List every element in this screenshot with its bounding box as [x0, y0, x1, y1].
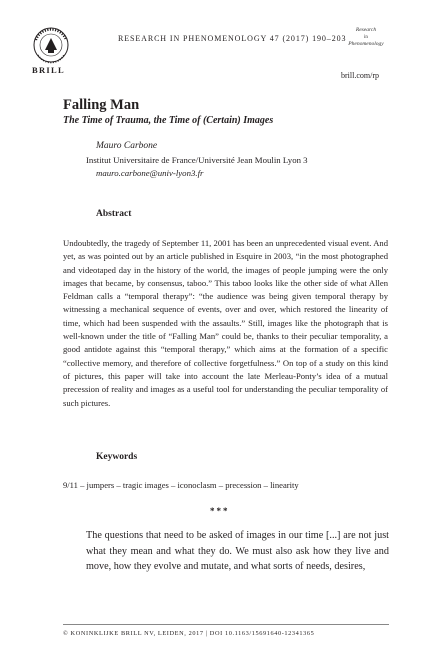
journal-url-link[interactable]: brill.com/rp: [341, 71, 379, 80]
footer-rule: [63, 624, 389, 625]
article-title: Falling Man: [63, 97, 140, 113]
brill-seal-logo: [26, 26, 76, 64]
article-subtitle: The Time of Trauma, the Time of (Certain) Images: [63, 115, 274, 126]
author-email-link[interactable]: mauro.carbone@univ-lyon3.fr: [96, 168, 204, 178]
journal-logo-line-2: in: [364, 35, 368, 40]
author-name: Mauro Carbone: [96, 141, 158, 151]
author-affiliation: Institut Universitaire de France/Université Jean Moulin Lyon 3: [86, 155, 308, 165]
footer-copyright: © KONINKLIJKE BRILL NV, LEIDEN, 2017 | DOI 10.1163/15691640-12341365: [63, 630, 315, 637]
journal-logo-line-1: Research: [355, 27, 377, 33]
keywords-list: 9/11 – jumpers – tragic images – iconoclasm – precession – linearity: [63, 480, 299, 490]
section-separator: ***: [210, 506, 230, 516]
keywords-heading: Keywords: [96, 452, 138, 462]
journal-logo-line-3: Phenomenology: [348, 41, 384, 47]
abstract-text: Undoubtedly, the tragedy of September 11, 2001 has been an unprecedented visual event. And yet, as was pointed out by an article published in Esquire in 2003, “in the most photographed and videotaped day in the history of the world, the images of people jumping were the only images that became, by consensus, taboo.” This taboo looks like the other side of what Allen Feldman calls a “temporal therapy”: “the audience was being given temporal therapy by witnessing a mechanical sequence of events, over and over, which restored the linearity of time, which had been suspended with the assaults.” Still, images like the photograph that is well-known under the title of “Falling Man” could be, thanks to their peculiar temporality, a good antidote against this “temporal therapy,” which aims at the formation of a specific “collective memory, and therefore of collective forgetfulness.” On top of a study on this kind of pictures, this paper will take into account the late Merleau-Ponty’s idea of a mutual precession of reality and images as a useful tool for understanding the peculiar temporality of such pictures.: [63, 238, 388, 408]
body-paragraph: The questions that need to be asked of images in our time [...] are not just what they mean and what they do. We must also ask how they live and move, how they evolve and mutate, and what sorts of needs, desires,: [86, 530, 389, 572]
journal-mini-logo: [344, 27, 388, 48]
journal-citation: RESEARCH IN PHENOMENOLOGY 47 (2017) 190–203: [118, 34, 347, 43]
abstract-heading: Abstract: [96, 209, 132, 219]
brand-wordmark: BRILL: [32, 65, 65, 75]
